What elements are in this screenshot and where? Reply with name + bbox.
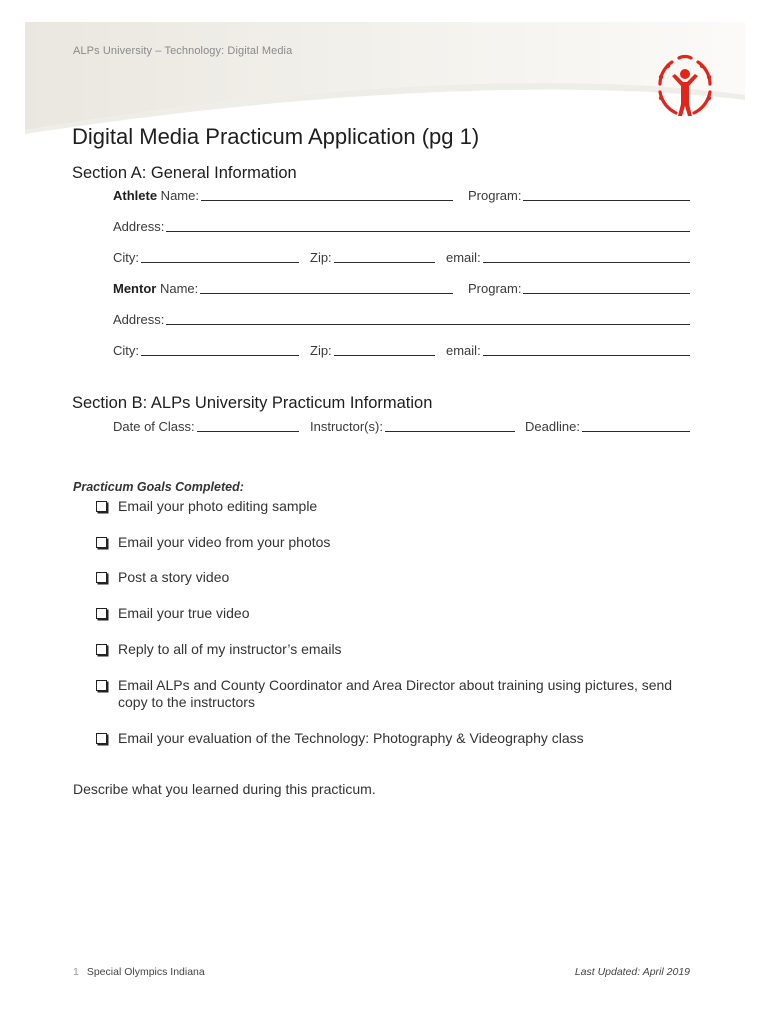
athlete-address-field[interactable]: Address: [113, 218, 690, 236]
mentor-program-field[interactable]: Program: [468, 280, 690, 298]
checkbox-icon[interactable] [96, 572, 107, 583]
page-number: 1 [73, 966, 79, 978]
mentor-city-row [113, 342, 690, 360]
footer-left [73, 966, 205, 978]
section-a-title: Section A: General Information [72, 164, 297, 182]
athlete-zip-field[interactable]: Zip: [310, 249, 435, 267]
athlete-name-row [113, 187, 690, 205]
mentor-address-row [113, 311, 690, 329]
athlete-program-field[interactable]: Program: [468, 187, 690, 205]
checkbox-icon[interactable] [96, 644, 107, 655]
athlete-address-row [113, 218, 690, 236]
last-updated: Last Updated: April 2019 [574, 966, 690, 978]
checkbox-icon[interactable] [96, 733, 107, 744]
page-title: Digital Media Practicum Application (pg 1) [72, 124, 480, 149]
athlete-email-field[interactable]: email: [446, 249, 690, 267]
checkbox-icon[interactable] [96, 537, 107, 548]
athlete-name-field[interactable]: Athlete Name: [113, 187, 453, 205]
mentor-email-field[interactable]: email: [446, 342, 690, 360]
checkbox-icon[interactable] [96, 608, 107, 619]
date-of-class-field[interactable]: Date of Class: [113, 418, 299, 436]
mentor-name-row [113, 280, 690, 298]
section-b-title: Section B: ALPs University Practicum Information [72, 394, 433, 412]
footer-org: Special Olympics Indiana [86, 966, 205, 978]
mentor-city-field[interactable]: City: [113, 342, 299, 360]
header-text: ALPs University – Technology: Digital Media [73, 45, 293, 57]
describe-prompt: Describe what you learned during this practicum. [73, 781, 376, 797]
athlete-city-row [113, 249, 690, 267]
mentor-zip-field[interactable]: Zip: [310, 342, 435, 360]
practicum-info-row [113, 418, 690, 436]
goals-title: Practicum Goals Completed: [73, 480, 244, 494]
checkbox-icon[interactable] [96, 501, 107, 512]
athlete-city-field[interactable]: City: [113, 249, 299, 267]
instructors-field[interactable]: Instructor(s): [310, 418, 515, 436]
checkbox-icon[interactable] [96, 680, 107, 691]
mentor-address-field[interactable]: Address: [113, 311, 690, 329]
special-olympics-logo [652, 52, 718, 122]
deadline-field[interactable]: Deadline: [525, 418, 690, 436]
mentor-name-field[interactable]: Mentor Name: [113, 280, 453, 298]
